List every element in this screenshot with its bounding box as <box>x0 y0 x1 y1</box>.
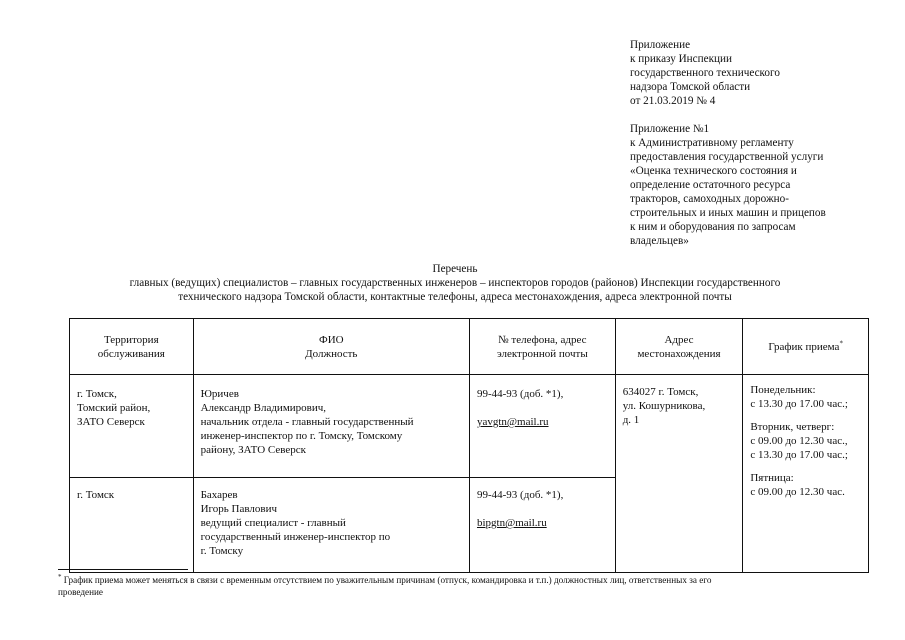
cell-text: Александр Владимирович, <box>200 402 327 414</box>
header-text: Адрес <box>664 333 694 346</box>
schedule-text: Вторник, четверг: <box>750 421 835 433</box>
schedule-text: Пятница: <box>750 472 794 484</box>
header-text: электронной почты <box>496 347 588 360</box>
footnote-divider <box>58 569 188 570</box>
appendix-line: государственного технического <box>630 67 780 79</box>
footnote-mark: * <box>58 572 62 581</box>
cell-text: Бахарев <box>200 489 238 501</box>
schedule-text: с 09.00 до 12.30 час., <box>750 435 848 447</box>
cell-text: району, ЗАТО Северск <box>200 444 307 456</box>
footnote <box>58 574 858 598</box>
cell-text: ул. Кошурникова, <box>622 400 706 412</box>
cell-text: Томский район, <box>77 402 151 414</box>
footnote-mark: * <box>839 338 843 347</box>
footnote-text: проведение <box>58 587 104 597</box>
cell-schedule <box>743 375 869 573</box>
appendix-line: Приложение <box>630 39 691 51</box>
cell-address <box>615 375 743 573</box>
cell-text: инженер-инспектор по г. Томску, Томскому <box>200 430 403 442</box>
schedule-text: с 09.00 до 12.30 час. <box>750 486 845 498</box>
cell-territory <box>70 375 194 478</box>
cell-phone <box>469 375 615 478</box>
title-line: технического надзора Томской области, контактные телефоны, адреса местонахождения, адреса электронной почты <box>178 291 732 303</box>
cell-territory <box>70 478 194 573</box>
appendix-line: к приказу Инспекции <box>630 53 732 65</box>
header-fio <box>193 319 469 375</box>
table-header-row <box>70 319 869 375</box>
spacer <box>750 411 861 420</box>
header-text: обслуживания <box>97 347 165 360</box>
header-address <box>615 319 743 375</box>
cell-fio <box>193 478 469 573</box>
cell-text: Игорь Павлович <box>200 503 278 515</box>
schedule-text: Понедельник: <box>750 384 816 396</box>
table-row <box>70 375 869 478</box>
title-heading: Перечень <box>432 263 478 275</box>
footnote-text: График приема может меняться в связи с временным отсутствием по уважительным причинам (отпуск, командировка и т.п.) должностных лиц, ответственных за его <box>61 575 712 585</box>
header-text: Территория <box>103 333 159 346</box>
schedule-text: с 13.30 до 17.00 час.; <box>750 449 848 461</box>
cell-text: государственный инженер-инспектор по <box>200 531 391 543</box>
header-schedule <box>743 319 869 375</box>
cell-text: 634027 г. Томск, <box>622 386 699 398</box>
cell-text: г. Томск <box>77 489 115 501</box>
regulation-line: к ним и оборудования по запросам <box>630 221 796 233</box>
header-text: местонахождения <box>637 347 721 360</box>
appendix-order-block <box>630 38 895 248</box>
cell-text: начальник отдела - главный государственный <box>200 416 414 428</box>
appendix-line: надзора Томской области <box>630 81 751 93</box>
spacer <box>477 502 608 516</box>
regulation-line: определение остаточного ресурса <box>630 179 791 191</box>
header-text: ФИО <box>319 333 344 346</box>
document-title <box>60 262 850 304</box>
cell-phone <box>469 478 615 573</box>
regulation-line: Приложение №1 <box>630 123 710 135</box>
email-link[interactable]: bipgtn@mail.ru <box>476 517 547 529</box>
regulation-line: к Административному регламенту <box>630 137 794 149</box>
schedule-text: с 13.30 до 17.00 час.; <box>750 398 848 410</box>
spacer <box>477 401 608 415</box>
header-text: Должность <box>305 347 358 360</box>
regulation-line: строительных и иных машин и прицепов <box>630 207 826 219</box>
cell-text: д. 1 <box>622 414 640 426</box>
appendix-line: от 21.03.2019 № 4 <box>630 95 716 107</box>
regulation-line: «Оценка технического состояния и <box>630 165 797 177</box>
cell-text: Юричев <box>200 388 239 400</box>
header-text: № телефона, адрес <box>498 333 587 346</box>
phone-text: 99-44-93 (доб. *1), <box>476 489 564 501</box>
inspectors-table <box>69 318 869 573</box>
regulation-line: предоставления государственной услуги <box>630 151 824 163</box>
cell-text: г. Томску <box>200 545 244 557</box>
regulation-line: владельцев» <box>630 235 689 247</box>
cell-text: г. Томск, <box>77 388 117 400</box>
title-line: главных (ведущих) специалистов – главных государственных инженеров – инспекторов городов (районов) Инспекции государственного <box>129 277 781 289</box>
spacer <box>630 108 895 122</box>
cell-text: ведущий специалист - главный <box>200 517 346 529</box>
header-territory <box>70 319 194 375</box>
phone-text: 99-44-93 (доб. *1), <box>476 388 564 400</box>
cell-text: ЗАТО Северск <box>77 416 145 428</box>
header-phone <box>469 319 615 375</box>
spacer <box>750 462 861 471</box>
email-link[interactable]: yavgtn@mail.ru <box>476 416 549 428</box>
regulation-line: тракторов, самоходных дорожно- <box>630 193 789 205</box>
cell-fio <box>193 375 469 478</box>
header-text: График приема <box>768 340 840 353</box>
